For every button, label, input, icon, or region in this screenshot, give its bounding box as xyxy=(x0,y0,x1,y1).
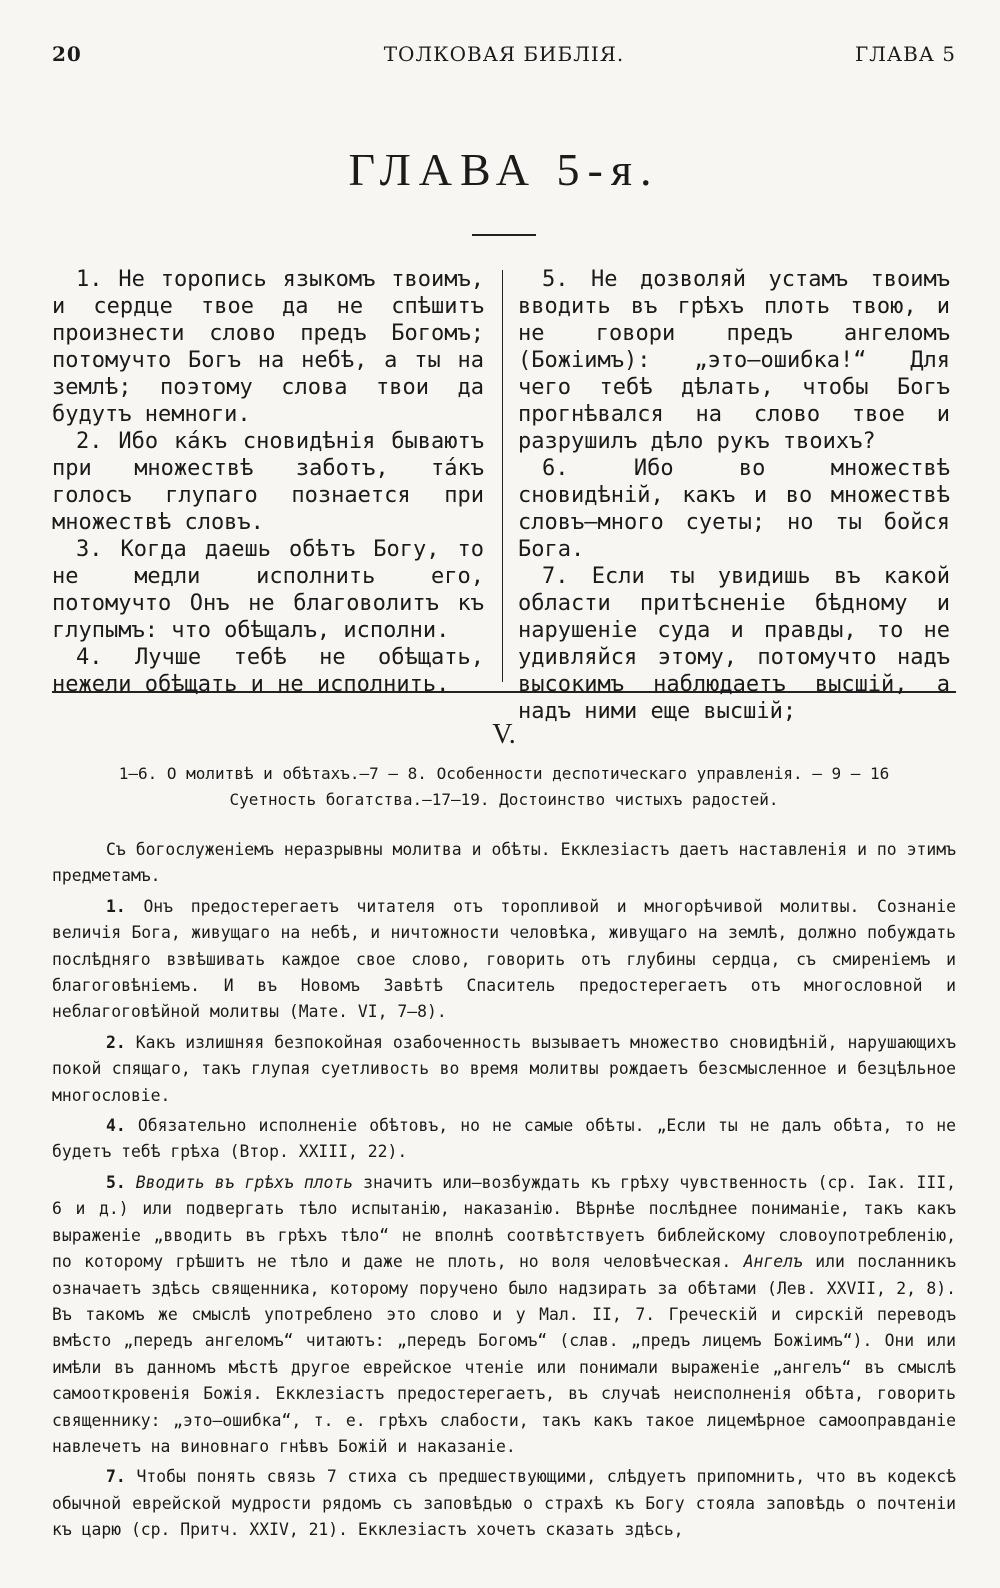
verse-5: 5. Не дозволяй устамъ твоимъ вводить въ грѣхъ плоть твою, и не говори предъ ангеломъ (Божіимъ): „это—ошибка!“ Для чего тебѣ дѣлать, чтобы Богъ прогнѣвался на слово твое и разрушилъ дѣло рукъ твоихъ? xyxy=(518,267,950,454)
verse-4: 4. Лучше тебѣ не обѣщать, нежели обѣщать и не исполнить. xyxy=(52,645,484,697)
italic-term: Вводить въ грѣхъ плоть xyxy=(125,1172,354,1192)
commentary-paragraph-5 xyxy=(52,1170,956,1460)
section-numeral: V. xyxy=(492,719,516,750)
chapter-label: ГЛАВА 5 xyxy=(854,42,956,66)
running-header xyxy=(52,42,956,82)
verse-2: 2. Ибо ка́къ сновидѣнія бываютъ при множествѣ заботъ, та́къ голосъ глупаго познается при множествѣ словъ. xyxy=(52,429,484,535)
section-summary xyxy=(52,761,956,813)
summary-line-1: 1—6. О молитвѣ и обѣтахъ.—7 — 8. Особенности деспотическаго управленія. — 9 — 16 xyxy=(118,764,890,783)
commentary-paragraph-4 xyxy=(52,1113,956,1166)
italic-term: Ангелъ xyxy=(731,1252,803,1272)
verse-3: 3. Когда даешь обѣтъ Богу, то не медли исполнить его, потомучто Онъ не благоволитъ къ глупымъ: что обѣщалъ, исполни. xyxy=(52,537,484,643)
verse-7: 7. Если ты увидишь въ какой области притѣсненіе бѣдному и нарушеніе суда и правды, то не удивляйся этому, потомучто надъ высокимъ наблюдаетъ высшій, а надъ ними еще высшій; xyxy=(518,564,950,724)
paragraph-text: значитъ или—возбуждать къ грѣху чувственность (ср. Іак. III, 6 и д.) или подвергать тѣло испытанію, наказанію. Вѣрнѣе послѣднее пониманіе, такъ какъ выраженіе „вводить въ грѣхъ тѣло“ не вполнѣ соотвѣтствуетъ библейскому словоупотребленію, по которому грѣшитъ не тѣло и даже не плоть, но воля человѣческая. xyxy=(52,1172,957,1272)
paragraph-text: Какъ излишняя безпокойная озабоченность вызываетъ множество сновидѣній, нарушающихъ покой спящаго, такъ глупая суетливость во время молитвы рождаетъ безсмысленное и безцѣльное многословіе. xyxy=(52,1032,956,1105)
column-divider xyxy=(502,270,503,682)
commentary-paragraph-7 xyxy=(52,1464,956,1543)
paragraph-text: Чтобы понять связь 7 стиха съ предшествующими, слѣдуетъ припомнить, что въ кодексѣ обычной еврейской мудрости рядомъ съ заповѣдью о страхѣ къ Богу стояла заповѣдь о почтеніи къ царю (ср. Притч. XXIV, 21). Екклезіастъ хочетъ сказать здѣсь, xyxy=(52,1467,956,1540)
paragraph-number: 1. xyxy=(106,896,126,916)
paragraph-text: Онъ предостерегаетъ читателя отъ торопливой и многорѣчивой молитвы. Сознаніе величія Бога, живущаго на небѣ, и ничтожности человѣка, живущаго на землѣ, должно побуждать послѣдняго взвѣшивать каждое свое слово, говорить отъ глубины сердца, съ смиреніемъ и благоговѣніемъ. И въ Новомъ Завѣтѣ Спаситель предостерегаетъ отъ многословной и неблагоговѣйной молитвы (Мате. VI, 7—8). xyxy=(52,896,956,1022)
verse-1: 1. Не торопись языкомъ твоимъ, и сердце твое да не спѣшитъ произнести слово предъ Богомъ; потомучто Богъ на небѣ, а ты на землѣ; поэтому слова твои да будутъ немноги. xyxy=(52,267,484,427)
verse-6: 6. Ибо во множествѣ сновидѣній, какъ и во множествѣ словъ—много суеты; но ты бойся Бога. xyxy=(518,456,950,562)
paragraph-text: Обязательно исполненіе обѣтовъ, но не самые обѣты. „Если ты не далъ обѣта, то не будетъ тебѣ грѣха (Втор. XXIII, 22). xyxy=(52,1116,956,1162)
title-rule xyxy=(472,234,536,236)
paragraph-number: 5. xyxy=(106,1172,126,1192)
paragraph-text: или посланникъ означаетъ здѣсь священника, которому поручено было надзирать за обѣтами (Лев. XXVII, 2, 8). Въ такомъ же смыслѣ употреблено это слово и у Мал. II, 7. Греческій и сирскій переводъ вмѣсто „передъ ангеломъ“ читаютъ: „передъ Богомъ“ (слав. „предъ лицемъ Божіимъ“). Они или имѣли въ данномъ мѣстѣ другое еврейское чтеніе или понимали выраженіе „ангелъ“ въ смыслѣ самооткровенія Божія. Екклезіастъ предостерегаетъ, въ случаѣ неисполненія обѣта, говорить священнику: „это—ошибка“, т. е. грѣхъ слабости, такъ какъ такое лицемѣрное самооправданіе навлечетъ на виновнаго гнѣвъ Божій и наказаніе. xyxy=(52,1252,956,1456)
commentary xyxy=(52,837,956,1544)
summary-line-2: Суетность богатства.—17—19. Достоинство чистыхъ радостей. xyxy=(229,790,779,809)
verse-columns xyxy=(52,266,956,724)
page-number: 20 xyxy=(52,42,82,66)
paragraph-number: 7. xyxy=(106,1467,126,1487)
chapter-title: ГЛАВА 5-я. xyxy=(348,144,660,195)
commentary-paragraph-2 xyxy=(52,1030,956,1109)
commentary-paragraph-1 xyxy=(52,894,956,1026)
paragraph-number: 4. xyxy=(106,1116,126,1136)
paragraph-number: 2. xyxy=(106,1032,126,1052)
running-title: ТОЛКОВАЯ БИБЛІЯ. xyxy=(383,42,625,66)
commentary-intro: Съ богослуженіемъ неразрывны молитва и обѣты. Екклезіастъ даетъ наставленія и по этимъ предметамъ. xyxy=(52,840,956,886)
verse-column-left xyxy=(52,266,484,698)
verse-column-right xyxy=(518,266,950,725)
